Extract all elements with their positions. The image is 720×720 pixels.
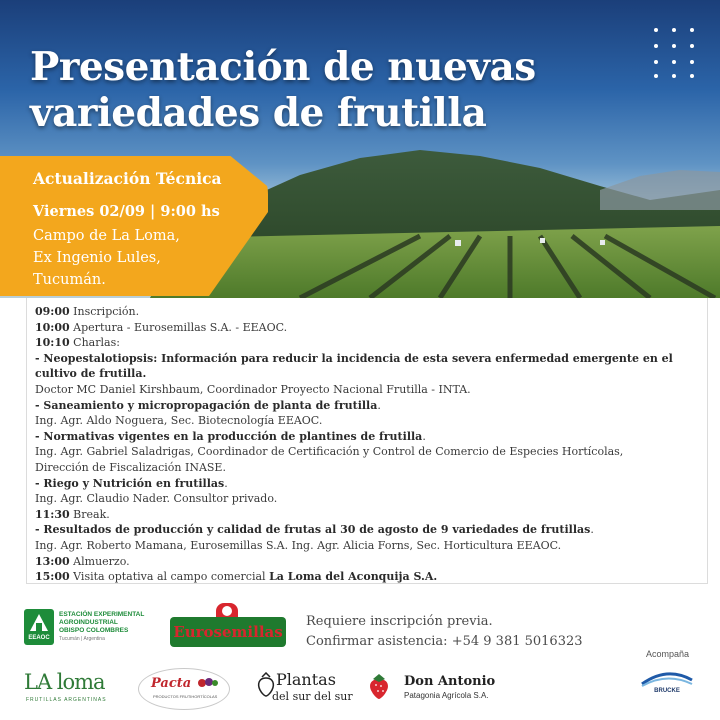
brucke-wordmark: BRUCKE [654,688,680,694]
schedule-time: 13:00 [35,554,70,568]
talk-title: - Normativas vigentes en la producción de plantines de frutilla. [35,429,426,443]
schedule-time: 15:00 [35,570,70,584]
laloma-tagline: FRUTILLAS ARGENTINAS [26,697,107,703]
schedule-time: 10:00 [35,320,70,334]
bridge-arc-icon [640,664,694,688]
schedule-time: 11:30 [35,507,70,521]
schedule-item: 15:00 Visita optativa al campo comercial La Loma del Aconquija S.A. [35,570,438,584]
talk-title: - Resultados de producción y calidad de frutas al 30 de agosto de 9 variedades de frutillas. [35,523,594,537]
talk-title: - Saneamiento y micropropagación de planta de frutilla. [35,398,381,412]
schedule-item: 13:00 Almuerzo. [35,554,130,568]
strawberry-icon [366,672,392,700]
talk-speaker: Ing. Agr. Claudio Nader. Consultor privado. [35,492,278,506]
location-line: Ex Ingenio Lules, [33,250,161,266]
eeaoc-name-line: ESTACIÓN EXPERIMENTAL [59,611,145,618]
registration-note [306,612,583,652]
title-line-2: variedades de frutilla [30,90,487,136]
donantonio-logo [366,670,506,706]
event-subtitle: Actualización Técnica [33,169,222,188]
eeaoc-name-line: AGROINDUSTRIAL [59,619,118,626]
schedule-item: 09:00 Inscripción. [35,305,140,318]
eeaoc-name-line: OBISPO COLOMBRES [59,627,129,634]
event-location [33,225,180,291]
sponsor-label: Acompaña [646,649,690,659]
event-date-time: Viernes 02/09 | 9:00 hs [33,203,220,220]
eurosemillas-logo [170,603,286,649]
location-line: Campo de La Loma, [33,228,180,244]
schedule-item: 11:30 Break. [35,507,110,521]
schedule-time: 09:00 [35,305,70,318]
donantonio-wordmark: Don Antonio [404,674,496,689]
pacta-logo [138,668,230,710]
registration-required: Requiere inscripción previa. [306,614,493,629]
pacta-tagline: PRODUCTOS FRUTIHORTÍCOLAS [153,694,218,699]
program-schedule [26,298,708,584]
brucke-logo [640,664,694,704]
plantas-tagline: del sur del sur [272,690,353,703]
plantas-logo [256,670,353,708]
talk-speaker: Ing. Agr. Gabriel Saladrigas, Coordinador de Certificación y Control de Comercio de Especies Hortícolas, [35,445,624,459]
talk-speaker: Doctor MC Daniel Kirshbaum, Coordinador Proyecto Nacional Frutilla - INTA. [35,382,471,396]
eeaoc-emblem-icon: EEAOC [24,609,54,645]
schedule-item: 10:10 Charlas: [35,336,120,350]
talk-speaker: Dirección de Fiscalización INASE. [35,460,226,474]
pacta-wordmark: Pacta [151,676,192,691]
eeaoc-logo [24,609,159,649]
eeaoc-location: Tucumán | Argentina [59,636,105,642]
confirm-attendance: Confirmar asistencia: +54 9 381 5016323 [306,634,583,649]
schedule-time: 10:10 [35,336,70,350]
plantas-wordmark: Plantas [276,670,336,689]
eurosemillas-wordmark: Eurosemillas [170,617,286,647]
talk-title: - Riego y Nutrición en frutillas. [35,476,228,490]
talk-speaker: Ing. Agr. Aldo Noguera, Sec. Biotecnología EEAOC. [35,414,323,428]
laloma-logo [24,668,110,708]
title-line-1: Presentación de nuevas [30,44,536,90]
talk-title: - Neopestalotiopsis: Información para reducir la incidencia de esta severa enfermedad emergente en el cultivo de frutilla. [35,351,673,381]
fruit-icon [197,675,219,689]
donantonio-tagline: Patagonia Agrícola S.A. [404,691,489,700]
laloma-wordmark: LA loma [24,670,105,694]
talk-speaker: Ing. Agr. Roberto Mamana, Eurosemillas S.A. Ing. Agr. Alicia Forns, Sec. Horticultura EEAOC. [35,538,562,552]
event-title [30,44,670,136]
schedule-item: 10:00 Apertura - Eurosemillas S.A. - EEAOC. [35,320,288,334]
location-line: Tucumán. [33,272,106,288]
